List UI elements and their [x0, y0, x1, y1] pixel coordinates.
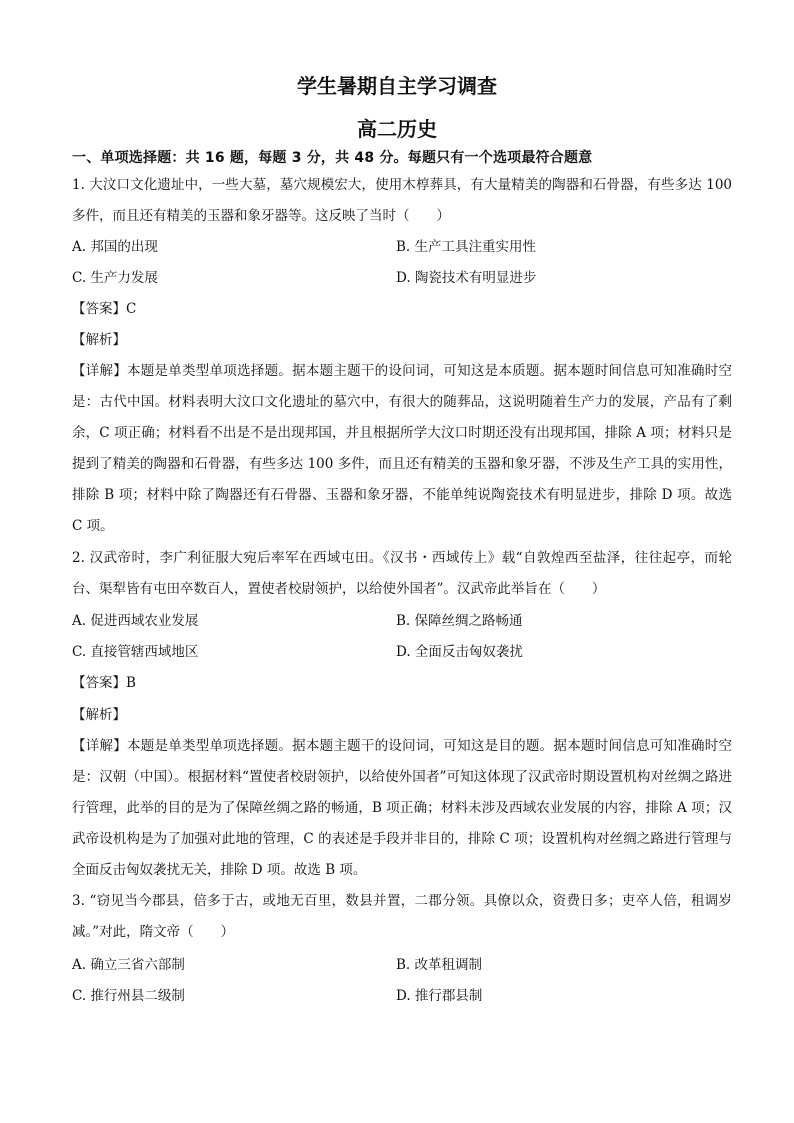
question-1-option-d: D. 陶瓷技术有明显进步 — [396, 270, 537, 286]
question-3-option-a: A. 确立三省六部制 — [72, 957, 185, 973]
question-1-option-c: C. 生产力发展 — [72, 270, 158, 286]
question-2-option-d: D. 全面反击匈奴袭扰 — [396, 644, 523, 660]
question-1-detail: 【详解】本题是单类型单项选择题。据本题主题干的设问词，可知这是本质题。据本题时间信息可知准确时空是：古代中国。材料表明大汶口文化遗址的墓穴中，有很大的随葬品，这说明随着生产力的发展，产品有了剩余，C 项正确；材料看不出是不是出现邦国，并且根据所学大汶口时期还没有出现邦国，排除 A 项；材料只是提到了精美的陶器和石骨器，有些多达 100 多件，而且还有精美的玉器和象牙器，不涉及生产工具的实用性，排除 B 项；材料中除了陶器还有石骨器、玉器和象牙器，不能单纯说陶瓷技术有明显进步，排除 D 项。故选 C 项。 — [72, 363, 732, 534]
question-2-option-b: B. 保障丝绸之路畅通 — [396, 613, 523, 629]
question-1-stem: 1. 大汶口文化遗址中，一些大墓，墓穴规模宏大，使用木椁葬具，有大量精美的陶器和石骨器，有些多达 100 多件，而且还有精美的玉器和象牙器等。这反映了当时（ ） — [72, 177, 732, 224]
question-2-stem: 2. 汉武帝时，李广利征服大宛后率军在西域屯田。《汉书・西域传上》载“自敦煌西至盐泽，往往起亭，而轮台、渠犁皆有屯田卒数百人，置使者校尉领护，以给使外国者”。汉武帝此举旨在（ ） — [72, 550, 732, 597]
question-3-option-d: D. 推行郡县制 — [396, 988, 483, 1004]
question-2-detail: 【详解】本题是单类型单项选择题。据本题主题干的设问词，可知这是目的题。据本题时间信息可知准确时空是：汉朝（中国）。根据材料“置使者校尉领护，以给使外国者”可知这体现了汉武帝时期设置机构对丝绸之路进行管理，此举的目的是为了保障丝绸之路的畅通，B 项正确；材料未涉及西域农业发展的内容，排除 A 项；汉武帝设机构是为了加强对此地的管理，C 的表述是手段并非目的，排除 C 项；设置机构对丝绸之路进行管理与全面反击匈奴袭扰无关，排除 D 项。故选 B 项。 — [72, 738, 732, 878]
exam-title: 学生暑期自主学习调查 — [297, 74, 497, 98]
question-1-option-a: A. 邦国的出现 — [72, 239, 158, 255]
question-1-analysis-label: 【解析】 — [72, 332, 126, 348]
question-1-option-b: B. 生产工具注重实用性 — [396, 239, 537, 255]
question-2-option-a: A. 促进西域农业发展 — [72, 613, 199, 629]
question-3-option-c: C. 推行州县二级制 — [72, 988, 185, 1004]
question-2-option-c: C. 直接管辖西域地区 — [72, 644, 199, 660]
exam-subject: 高二历史 — [357, 117, 437, 141]
question-3-stem: 3. “窃见当今郡县，倍多于古，或地无百里，数县并置，二郡分领。具僚以众，资费日多；吏卒人倍，租调岁减。”对此，隋文帝（ ） — [72, 893, 732, 940]
question-3-option-b: B. 改革租调制 — [396, 957, 483, 973]
question-2-answer: 【答案】B — [72, 675, 136, 691]
question-2-analysis-label: 【解析】 — [72, 707, 126, 723]
question-1-answer: 【答案】C — [72, 301, 137, 317]
section-heading: 一、单项选择题：共 16 题，每题 3 分，共 48 分。每题只有一个选项最符合题意 — [72, 150, 593, 166]
